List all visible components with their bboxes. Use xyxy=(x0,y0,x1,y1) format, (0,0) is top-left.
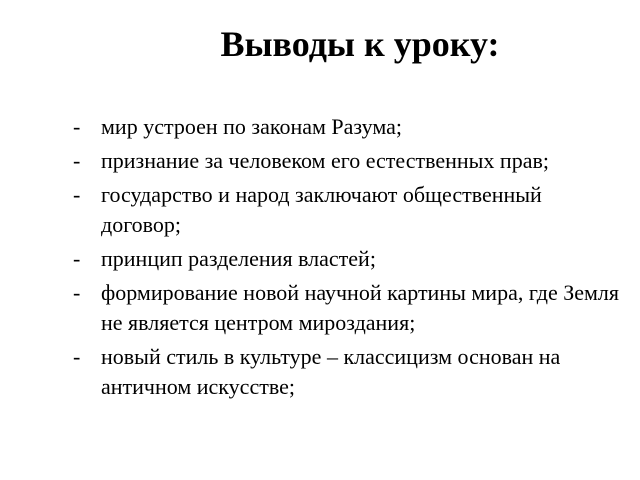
list-item xyxy=(73,244,625,274)
list-item-text: принцип разделения властей; xyxy=(101,246,376,271)
list-item-text: государство и народ заключают общественный договор; xyxy=(101,182,542,237)
dash-bullet-icon: - xyxy=(73,246,81,271)
list-item-text: формирование новой научной картины мира, где Земля не является центром мироздания; xyxy=(101,280,620,335)
list-item xyxy=(73,278,625,338)
list-item xyxy=(73,146,625,176)
conclusions-list xyxy=(73,112,625,406)
list-item-text: мир устроен по законам Разума; xyxy=(101,114,402,139)
slide-title: Выводы к уроку: xyxy=(220,24,500,64)
dash-bullet-icon: - xyxy=(73,280,81,305)
list-item xyxy=(73,180,625,240)
list-item-text: признание за человеком его естественных прав; xyxy=(101,148,549,173)
list-item xyxy=(73,112,625,142)
list-item xyxy=(73,342,625,402)
list-item-text: новый стиль в культуре – классицизм основан на античном искусстве; xyxy=(101,344,561,399)
dash-bullet-icon: - xyxy=(73,182,81,207)
dash-bullet-icon: - xyxy=(73,148,81,173)
dash-bullet-icon: - xyxy=(73,114,81,139)
dash-bullet-icon: - xyxy=(73,344,81,369)
